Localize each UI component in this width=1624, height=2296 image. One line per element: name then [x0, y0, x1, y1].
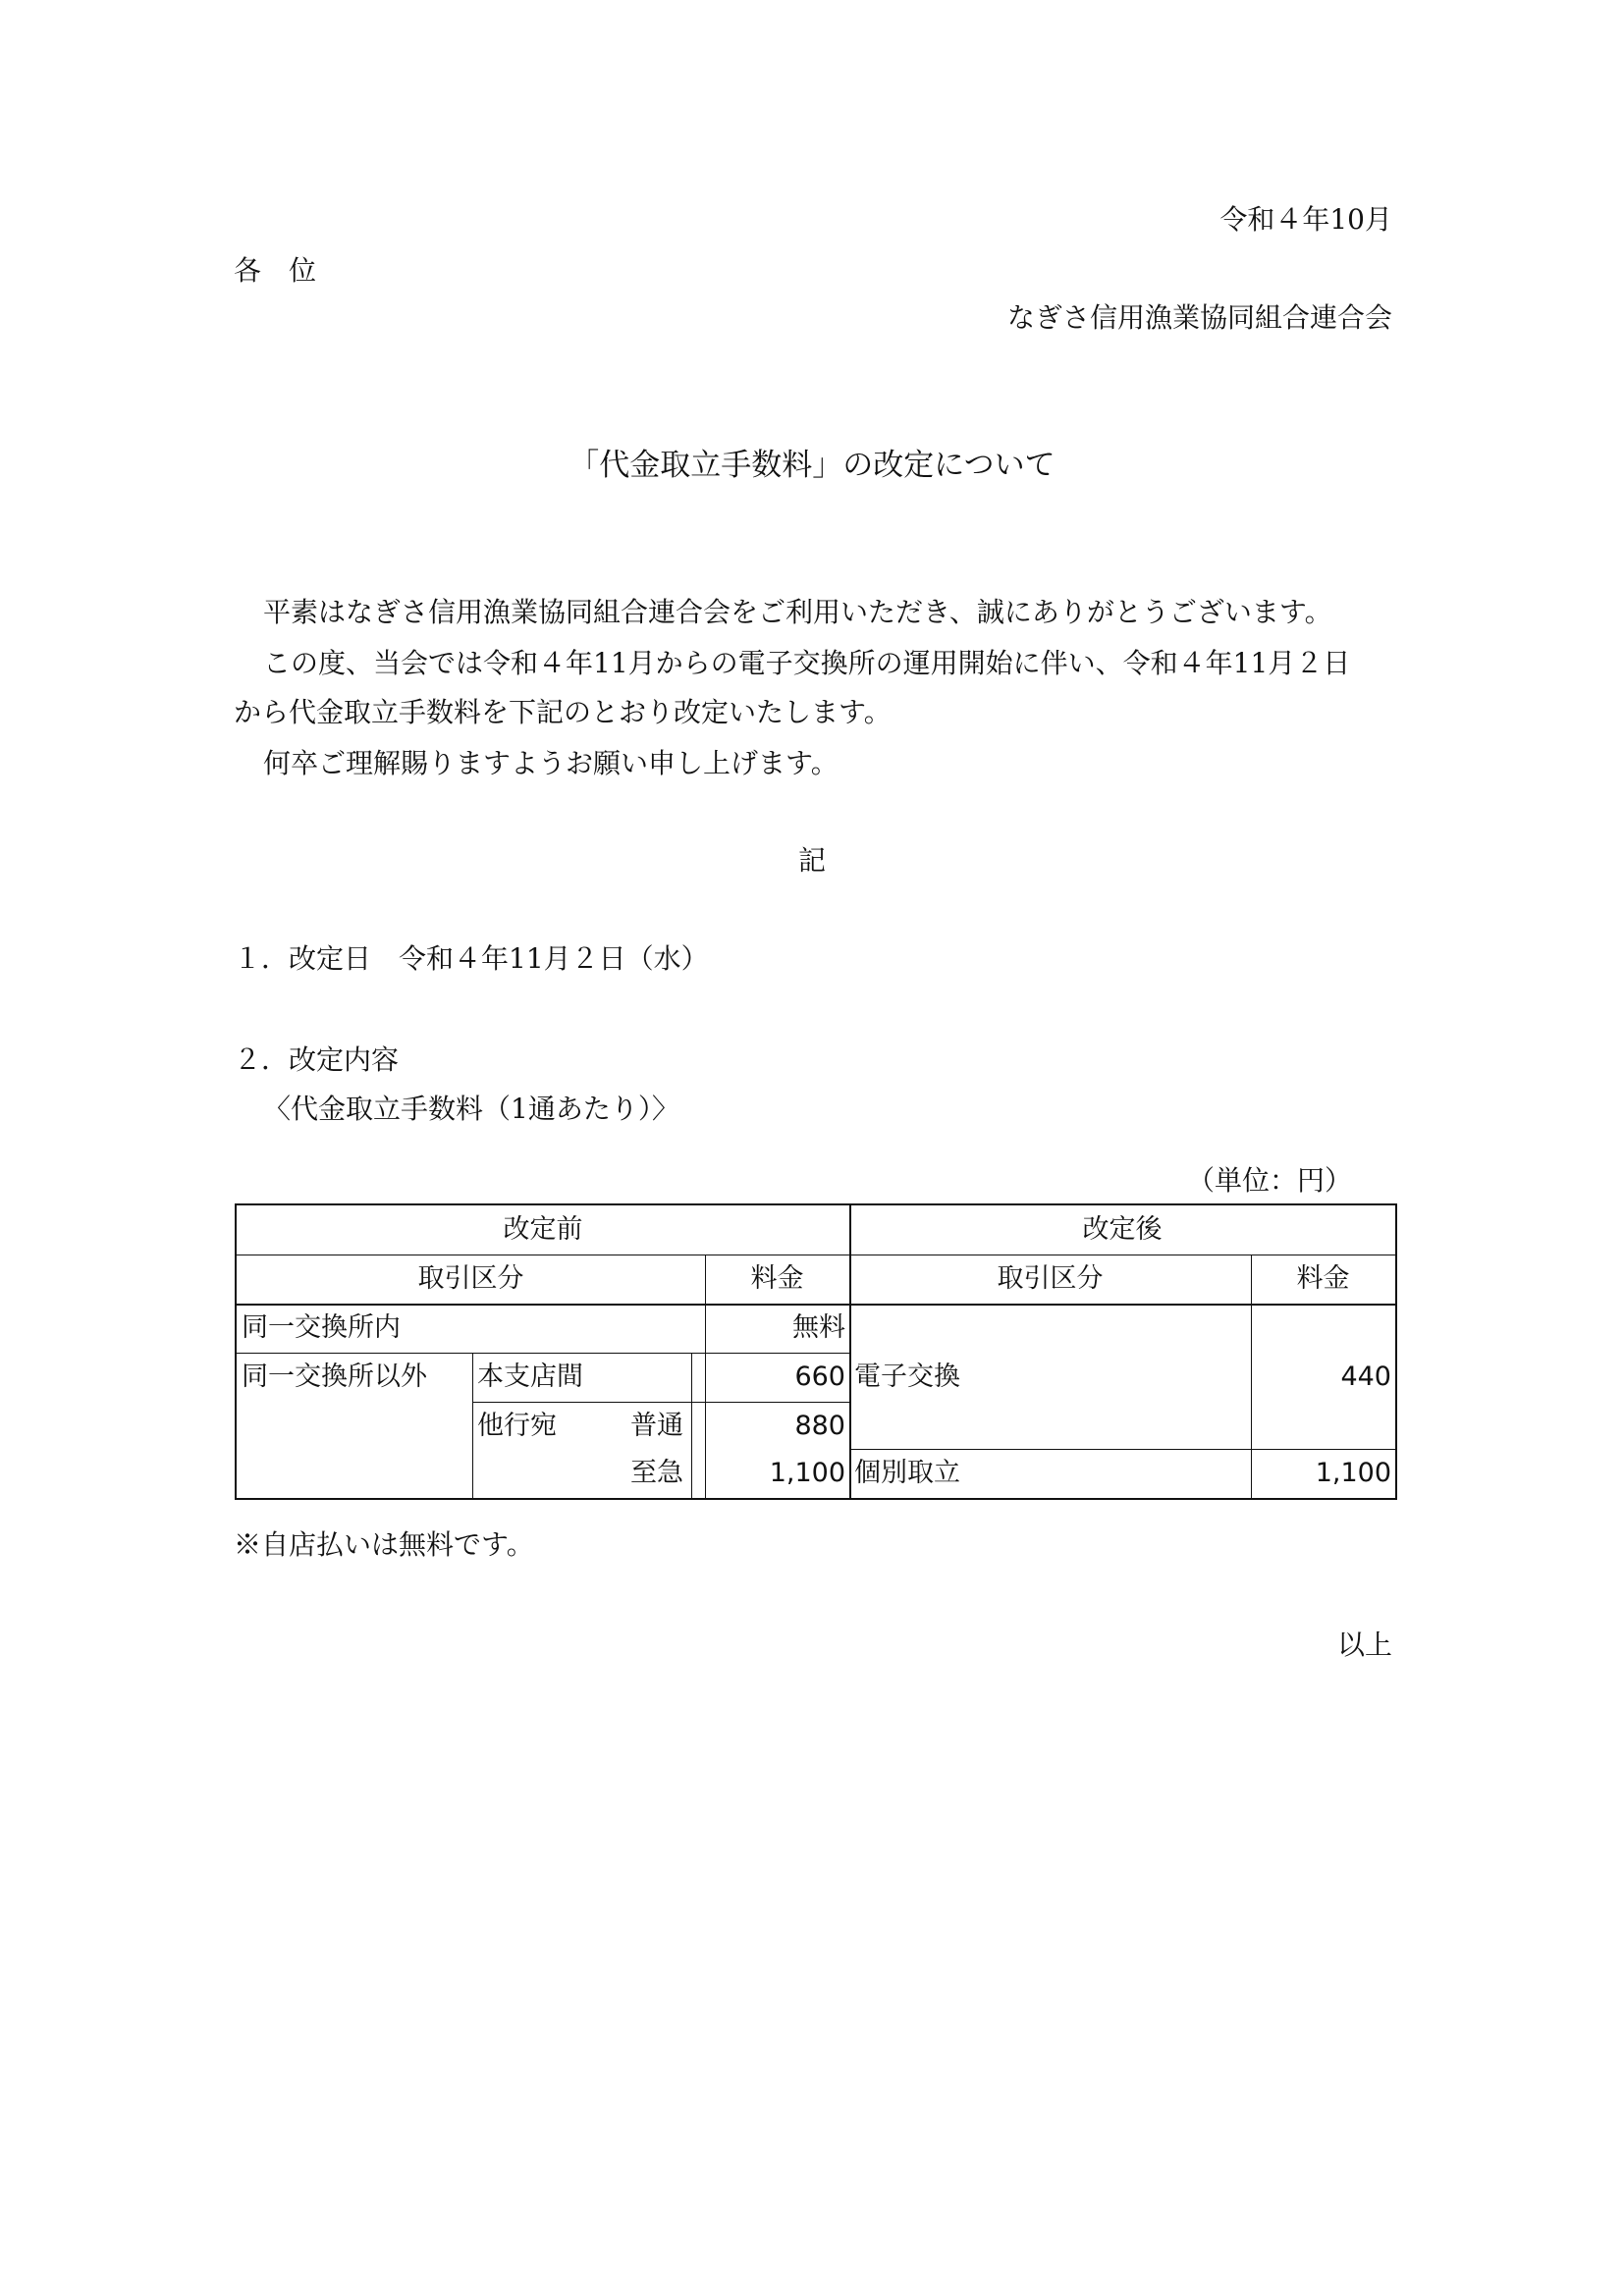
branch-fee: 660: [794, 1362, 845, 1392]
other-bank-label: 他行宛: [477, 1411, 557, 1441]
closing-word: 以上: [1336, 1629, 1392, 1661]
after-fee-header: 料金: [1296, 1263, 1350, 1294]
addressee: 各位: [234, 254, 345, 287]
unit-label: （単位：円）: [1186, 1164, 1352, 1197]
urgent-label: 至急: [630, 1458, 683, 1488]
after-category-header: 取引区分: [997, 1263, 1104, 1294]
electronic-exchange-label: 電子交換: [854, 1362, 960, 1392]
branch-label: 本支店間: [477, 1362, 583, 1392]
body-paragraph-2-line-2: から代金取立手数料を下記のとおり改定いたします。: [234, 696, 892, 728]
other-exchange-label: 同一交換所以外: [242, 1362, 427, 1392]
normal-fee: 880: [794, 1411, 845, 1441]
before-header: 改定前: [503, 1214, 583, 1245]
body-paragraph-2-line-1: この度、当会では令和４年11月からの電子交換所の運用開始に伴い、令和４年11月２日: [263, 647, 1351, 679]
after-header: 改定後: [1082, 1214, 1163, 1245]
ki-heading: 記: [797, 844, 826, 877]
sender-name: なぎさ信用漁業協同組合連合会: [1006, 301, 1392, 334]
electronic-exchange-fee: 440: [1340, 1362, 1391, 1392]
body-paragraph-1: 平素はなぎさ信用漁業協同組合連合会をご利用いただき、誠にありがとうございます。: [263, 596, 1332, 628]
individual-collection-label: 個別取立: [854, 1458, 960, 1488]
individual-collection-fee: 1,100: [1315, 1458, 1391, 1488]
same-exchange-label: 同一交換所内: [242, 1312, 401, 1343]
normal-label: 普通: [630, 1411, 683, 1441]
before-category-header: 取引区分: [417, 1263, 524, 1294]
fee-table: [235, 1203, 1397, 1500]
same-exchange-fee: 無料: [792, 1312, 845, 1343]
footnote: ※自店払いは無料です。: [234, 1528, 534, 1561]
table-subtitle: 〈代金取立手数料（1通あたり）〉: [263, 1093, 679, 1125]
before-fee-header: 料金: [750, 1263, 804, 1294]
revision-date-item: １．改定日 令和４年11月２日（水）: [234, 942, 709, 975]
document-title: 「代金取立手数料」の改定について: [568, 448, 1056, 483]
document-date: 令和４年10月: [1219, 203, 1392, 236]
revision-content-item: ２．改定内容: [234, 1043, 400, 1076]
urgent-fee: 1,100: [769, 1458, 845, 1488]
body-paragraph-3: 何卒ご理解賜りますようお願い申し上げます。: [263, 747, 839, 779]
